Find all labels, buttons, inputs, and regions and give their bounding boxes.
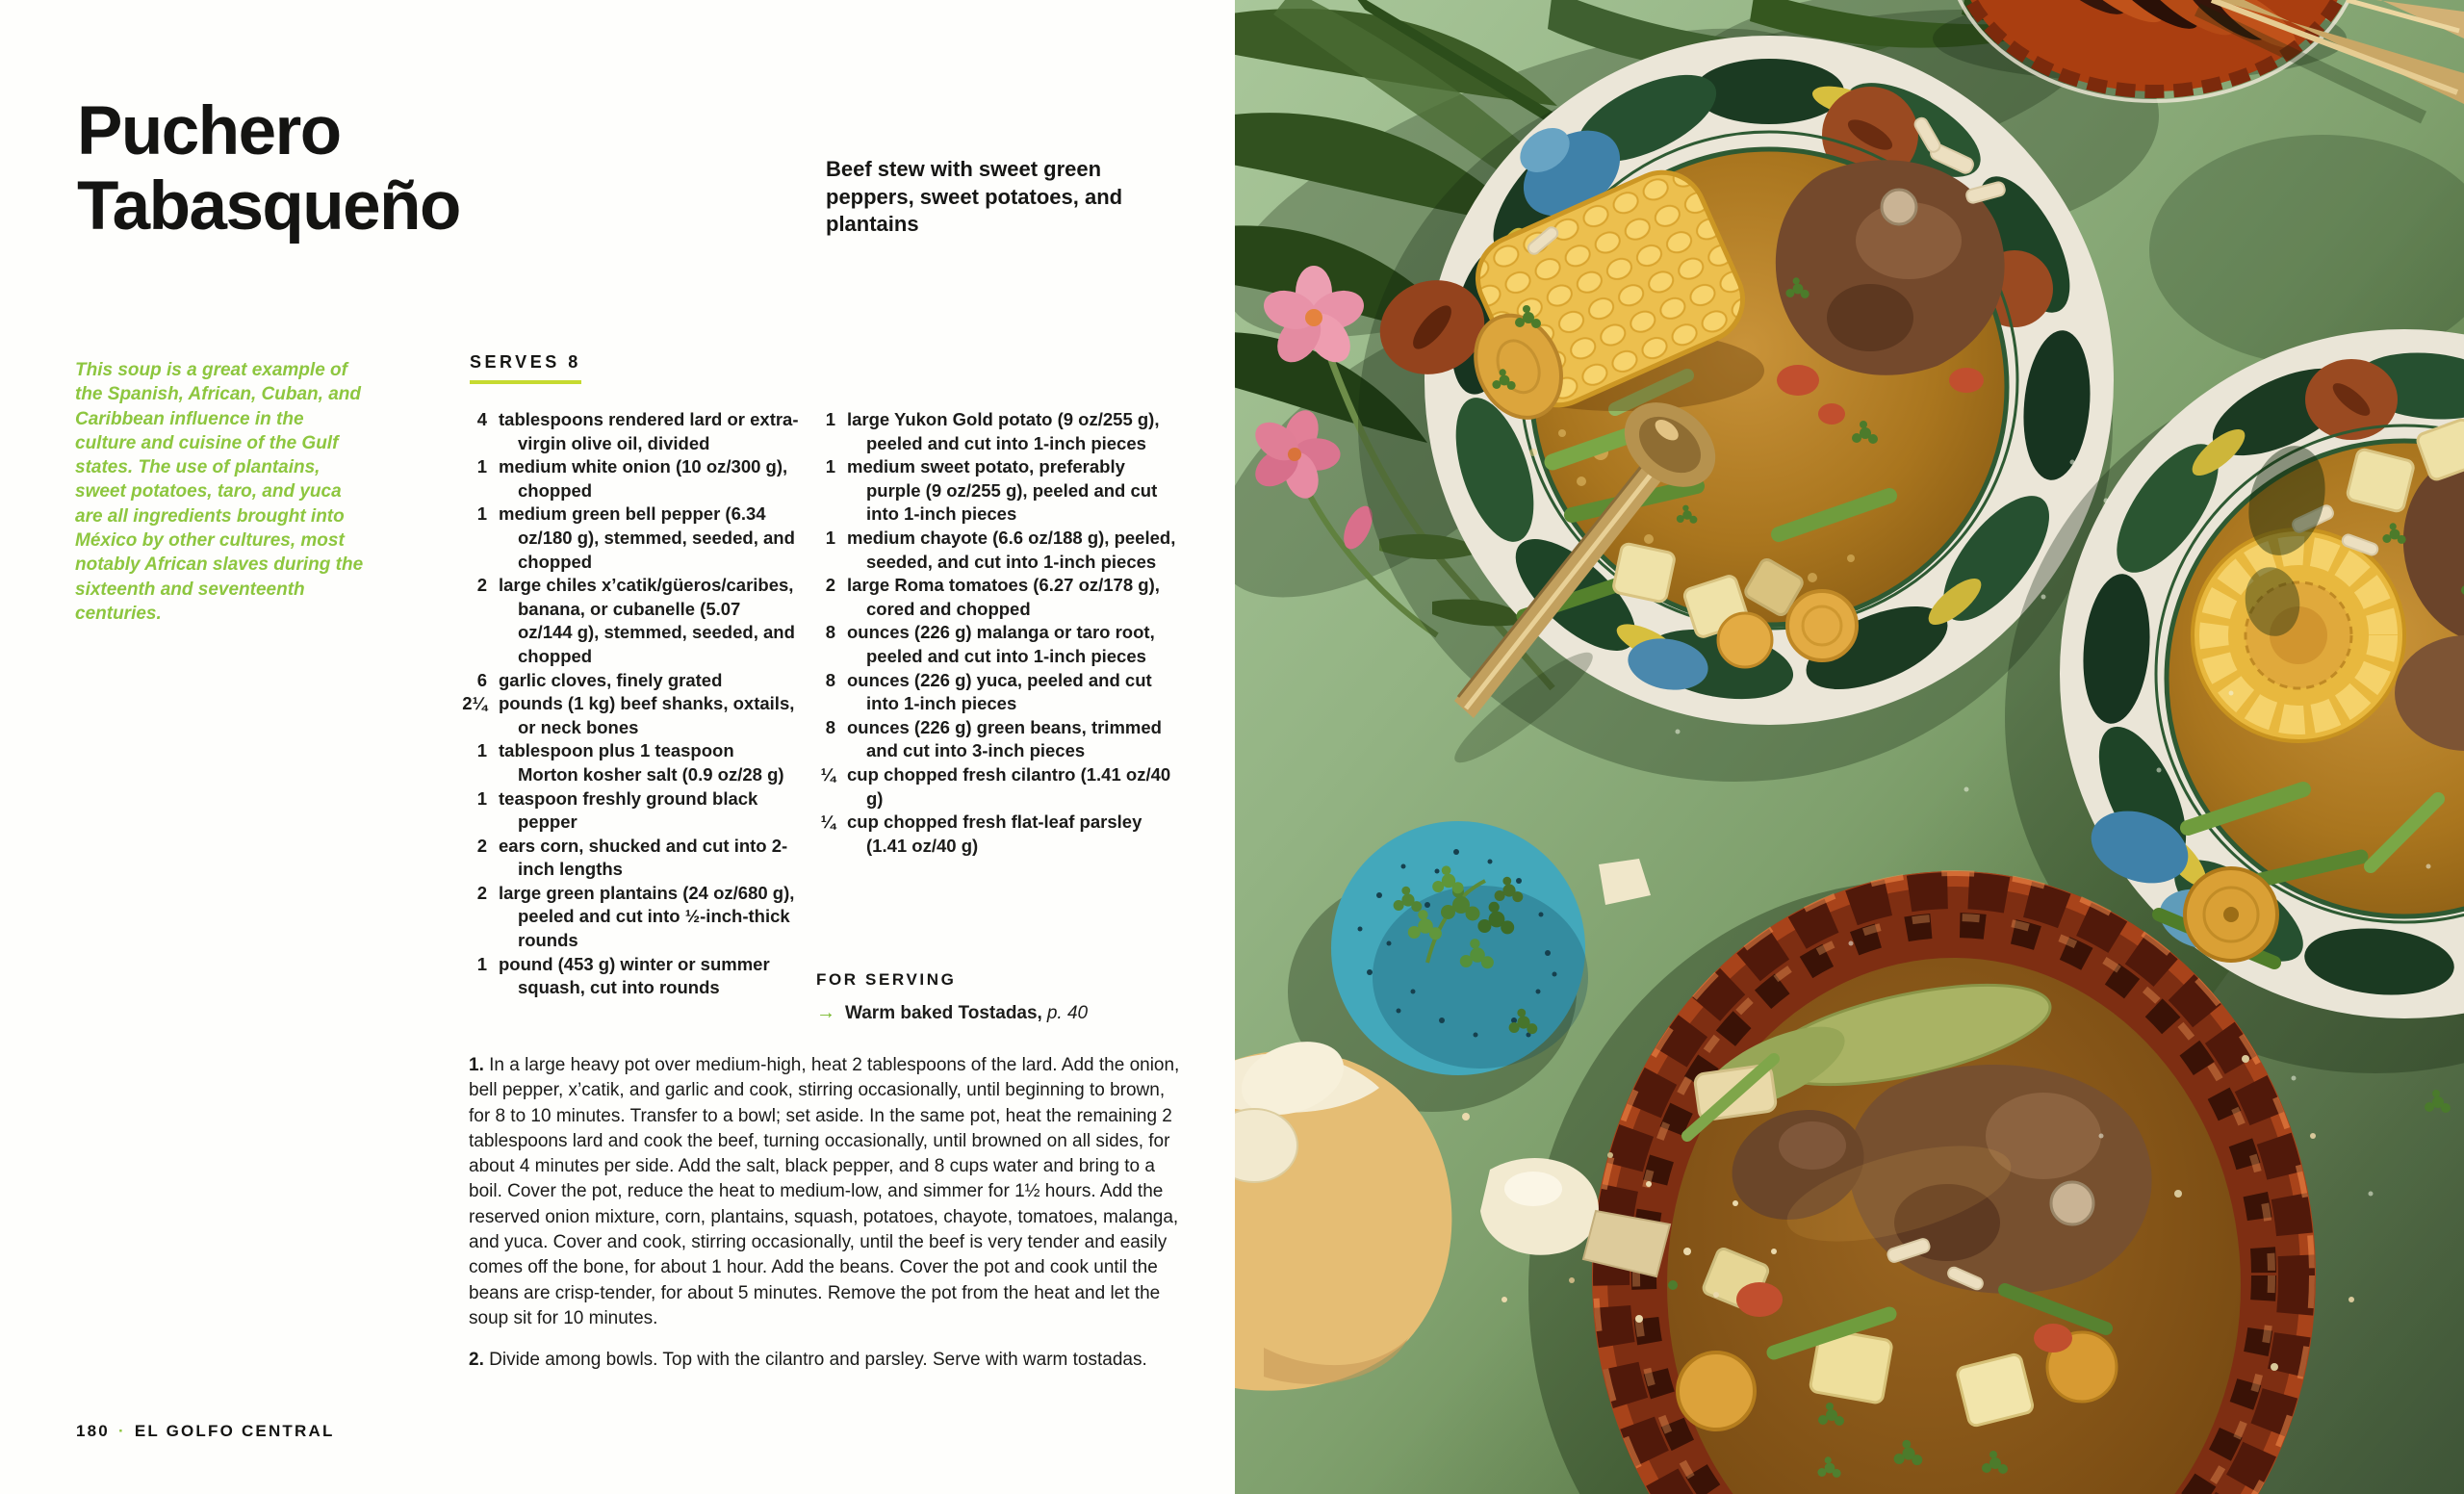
ingredient-item: [435, 669, 799, 693]
ingredient-text: cup chopped fresh flat-leaf parsley (1.41 oz/40 g): [847, 811, 1142, 856]
ingredient-quantity: 1: [476, 456, 487, 477]
ingredient-item: [435, 953, 799, 1000]
ingredient-item: [783, 621, 1176, 668]
ingredient-text: ounces (226 g) yuca, peeled and cut into 1-inch pieces: [847, 669, 1152, 714]
ingredient-item: [783, 574, 1176, 621]
ingredient-item: [783, 669, 1176, 716]
footer-separator: ·: [117, 1422, 126, 1440]
ingredients-column-2: [783, 408, 1176, 858]
corn-round: [2193, 529, 2404, 741]
for-serving-page-ref: p. 40: [1046, 1003, 1089, 1023]
ingredient-quantity: 1: [476, 787, 487, 809]
for-serving-label: FOR SERVING: [816, 970, 957, 989]
ingredient-quantity: 2: [476, 575, 487, 596]
ingredient-item: [783, 408, 1176, 455]
ingredient-quantity: ¼: [820, 811, 835, 833]
ingredient-quantity: 1: [476, 740, 487, 761]
step-number: 1.: [469, 1055, 484, 1075]
ingredient-item: [435, 835, 799, 882]
ingredient-text: ounces (226 g) green beans, trimmed and cut into 3-inch pieces: [847, 716, 1162, 761]
ingredient-quantity: ¼: [820, 763, 835, 785]
ingredient-item: [435, 692, 799, 739]
instruction-step: 1. In a large heavy pot over medium-high, heat 2 tablespoons of the lard. Add the onion, bell pepper, x’catik, and garlic and cook, stirring occasionally, until beginning to brown, for 8 to 10 minutes. Transfer to a bowl; set aside. In the same pot, heat the remaining 2 tablespoons lard and cook the beef, turning occasionally, until browned on all sides, for about 4 minutes per side. Add the salt, black pepper, and 8 cups water and bring to a boil. Cover the pot, reduce the heat to medium-low, and simmer for 1½ hours. Add the reserved onion mixture, corn, plantains, squash, potatoes, chayote, tomatoes, malanga, and yuca. Cover and cook, stirring occasionally, until the beef is very tender and easily comes off the bone, for about 1 hour. Add the beans. Cover the pot and cook until the beans are crisp-tender, for about 5 minutes. Remove the pot from the heat and let the soup sit for 10 minutes.: [469, 1055, 1180, 1328]
ingredient-item: [783, 455, 1176, 527]
ingredient-item: [435, 455, 799, 502]
instructions: [469, 1053, 1183, 1390]
ingredient-item: [435, 502, 799, 574]
for-serving-item: [816, 1001, 1088, 1025]
food-photo: [1235, 0, 2464, 1494]
for-serving-item-text: [845, 1001, 1088, 1025]
ingredient-quantity: 1: [825, 409, 835, 429]
ingredient-text: large chiles x’catik/güeros/caribes, banana, or cubanelle (5.07 oz/144 g), stemmed, seeded, and chopped: [499, 575, 795, 666]
ingredient-item: [435, 408, 799, 455]
ingredient-text: cup chopped fresh cilantro (1.41 oz/40 g): [847, 763, 1171, 809]
recipe-title-line2: Tabasqueño: [77, 168, 460, 245]
ingredient-item: [435, 739, 799, 786]
recipe-title-line1: Puchero: [77, 93, 341, 169]
ingredient-quantity: 2: [476, 882, 487, 903]
ingredient-item: [783, 527, 1176, 574]
ingredient-text: tablespoon plus 1 teaspoon Morton kosher salt (0.9 oz/28 g): [499, 740, 784, 785]
ingredient-text: garlic cloves, finely grated: [499, 669, 723, 690]
ingredient-quantity: 1: [476, 953, 487, 974]
ingredient-quantity: 1: [825, 527, 835, 548]
ingredient-item: [783, 763, 1176, 811]
ingredient-text: medium green bell pepper (6.34 oz/180 g), stemmed, seeded, and chopped: [499, 503, 795, 572]
ingredient-item: [435, 882, 799, 953]
step-number: 2.: [469, 1350, 484, 1371]
ingredient-text: medium white onion (10 oz/300 g), chopped: [499, 456, 788, 501]
ingredient-quantity: 6: [476, 669, 487, 690]
ingredient-item: [783, 811, 1176, 858]
ingredient-item: [435, 574, 799, 668]
ingredient-text: medium chayote (6.6 oz/188 g), peeled, seeded, and cut into 1-inch pieces: [847, 527, 1176, 572]
page-number: 180: [76, 1422, 110, 1440]
ingredient-quantity: 2: [476, 835, 487, 856]
plantain-slice: [2185, 868, 2277, 961]
arrow-icon: →: [816, 1002, 835, 1023]
ingredient-text: large Yukon Gold potato (9 oz/255 g), peeled and cut into 1-inch pieces: [847, 409, 1160, 453]
ingredient-item: [435, 787, 799, 835]
ingredient-quantity: 4: [476, 409, 487, 429]
ingredient-quantity: 8: [825, 669, 835, 690]
ingredient-quantity: 8: [825, 716, 835, 737]
ingredient-quantity: 1: [825, 456, 835, 477]
ingredient-text: large green plantains (24 oz/680 g), peeled and cut into ½-inch-thick rounds: [499, 882, 795, 951]
ingredients-column-1: [435, 408, 799, 1000]
for-serving-block: [816, 970, 1088, 1025]
ingredient-text: tablespoons rendered lard or extra-virgin olive oil, divided: [499, 409, 799, 453]
recipe-headnote: This soup is a great example of the Spanish, African, Cuban, and Caribbean influence in the culture and cuisine of the Gulf states. The use of plantains, sweet potatoes, taro, and yuca are all ingredients brought into México by other cultures, most notably African slaves during the sixteenth and seventeenth centuries.: [75, 360, 364, 624]
ingredient-quantity: 8: [825, 622, 835, 643]
recipe-subtitle: Beef stew with sweet green peppers, sweet potatoes, and plantains: [826, 157, 1123, 236]
ingredient-text: ounces (226 g) malanga or taro root, peeled and cut into 1-inch pieces: [847, 622, 1155, 666]
ingredient-item: [783, 716, 1176, 763]
chapter-name: EL GOLFO CENTRAL: [134, 1422, 335, 1440]
ingredient-quantity: 2¼: [462, 693, 487, 714]
ingredient-text: teaspoon freshly ground black pepper: [499, 787, 758, 833]
ingredient-quantity: 2: [825, 575, 835, 596]
recipe-title: [77, 94, 460, 245]
instruction-step: 2. Divide among bowls. Top with the cilantro and parsley. Serve with warm tostadas.: [469, 1350, 1147, 1371]
serves-label: SERVES 8: [470, 352, 581, 384]
ingredient-text: ears corn, shucked and cut into 2-inch lengths: [499, 835, 788, 880]
ingredient-text: medium sweet potato, preferably purple (9 oz/255 g), peeled and cut into 1-inch pieces: [847, 456, 1158, 525]
for-serving-recipe-name: Warm baked Tostadas,: [845, 1003, 1042, 1023]
ingredient-text: pound (453 g) winter or summer squash, cut into rounds: [499, 953, 770, 998]
page-footer: [76, 1422, 335, 1441]
ingredient-text: large Roma tomatoes (6.27 oz/178 g), cored and chopped: [847, 575, 1160, 619]
ingredient-text: pounds (1 kg) beef shanks, oxtails, or neck bones: [499, 693, 795, 737]
ingredient-quantity: 1: [476, 503, 487, 525]
